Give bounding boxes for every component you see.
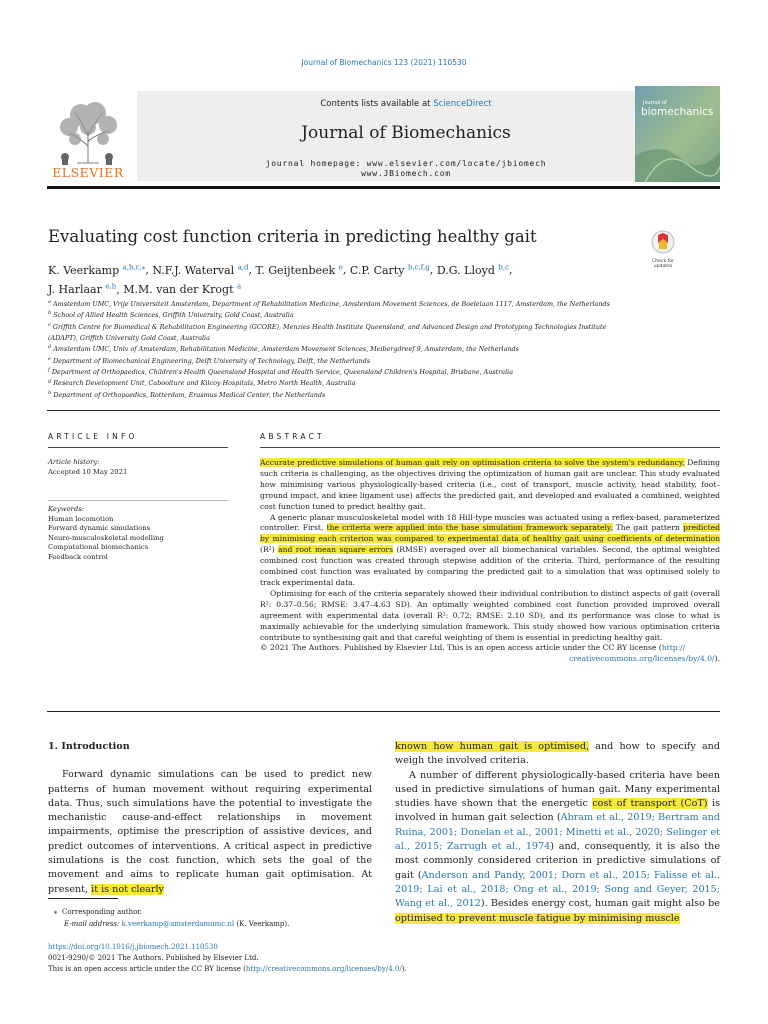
- crossmark-badge[interactable]: [648, 229, 678, 267]
- abstract-text: (RMSE) averaged over all biomechanical variables. Second, the optimal weighted combined cost function was created through stepwise addition of the criteria. Third, performance of the resulting combined cost function was evaluated by comparing the predicted gait to a simulation that was optimised solely to track experimental data.: [260, 545, 720, 587]
- journal-homepage[interactable]: [137, 159, 675, 179]
- keyword[interactable]: Forward dynamic simulations: [48, 524, 151, 533]
- license-link[interactable]: creativecommons.org/licenses/by/4.0/: [569, 654, 715, 664]
- highlighted-text[interactable]: the criteria were applied into the base simulation framework separately.: [326, 523, 613, 533]
- author-separator: ,: [116, 283, 124, 297]
- affiliation-mark: c: [48, 321, 51, 328]
- body-text: and how to specify and weigh the involved criteria.: [395, 741, 720, 767]
- article-info-rule: [48, 447, 228, 448]
- section-heading: 1. Introduction: [48, 741, 130, 752]
- elsevier-wordmark: ELSEVIER: [52, 165, 124, 180]
- author-name[interactable]: J. Harlaar: [48, 283, 102, 297]
- abstract-license-line: [260, 654, 720, 665]
- author[interactable]: [48, 264, 145, 277]
- body-text: ) and, consequently, it is also the most commonly considered criterion in predictive simulations of gait (: [395, 841, 720, 881]
- body-column-left: [48, 740, 372, 897]
- homepage-line-2[interactable]: www.JBiomech.com: [361, 169, 451, 178]
- author-separator: ,: [509, 263, 513, 277]
- author-affiliation-marks[interactable]: a: [237, 282, 242, 291]
- abstract-text: Optimising for each of the criteria separately showed their individual contribution to distinct aspects of gait (overall R²: 0.37–0.56; RMSE: 3.47–4.63 SD). An optimally weighted combined cost function provided improved overall agreement with experimental data (overall R²: 0.72; RMSE: 2.10 SD), and its performance was close to what is maximally achievable for the underlying simulation framework. This study showed how various optimisation criteria contribute to synthesising gait and that careful weighting of them is essential in predicting healthy gait.: [260, 588, 720, 642]
- body-column-right: [395, 740, 720, 926]
- body-text: Forward dynamic simulations can be used to predict new patterns of human movement without requiring experimental data. Thus, such simulations have the potential to investigate the mechanistic cause-and-effect relationships in movement impairments, optimise the prescription of assistive devices, and predict outcomes of interventions. A critical aspect in predictive simulations is the cost function, which sets the goal of the movement and aims to replicate human gait optimisation. At present,: [48, 769, 372, 895]
- highlighted-text[interactable]: it is not clearly: [91, 883, 164, 895]
- author[interactable]: [256, 264, 343, 277]
- open-access-end: ).: [401, 965, 407, 973]
- author-separator: ,: [429, 263, 437, 277]
- highlighted-text[interactable]: and root mean square errors: [278, 545, 393, 555]
- author-separator: ,: [248, 263, 256, 277]
- elsevier-logo[interactable]: [47, 91, 129, 183]
- affiliation: [48, 298, 720, 309]
- affiliation-mark: d: [48, 344, 52, 351]
- highlighted-text[interactable]: cost of transport (CoT): [592, 798, 708, 810]
- body-paragraph: [395, 769, 720, 926]
- author-name[interactable]: C.P. Carty: [349, 263, 405, 277]
- footnote-text: Corresponding author.: [61, 908, 143, 916]
- affiliation: [48, 389, 720, 400]
- journal-cover-thumbnail[interactable]: [635, 86, 720, 182]
- affiliation: [48, 366, 720, 377]
- email-note: [64, 920, 289, 928]
- keyword[interactable]: Neuro-musculoskeletal modelling: [48, 533, 164, 542]
- article-title: Evaluating cost function criteria in predicting healthy gait: [48, 227, 537, 246]
- footnote-rule: [48, 898, 118, 899]
- body-paragraph: [48, 768, 372, 897]
- abstract-paragraph-3: [260, 589, 720, 644]
- affiliation-text: Griffith Centre for Biomedical & Rehabilitation Engineering (GCORE), Menzies Health Institute Queensland, and Advanced Design and Prototyping Technologies Institute: [52, 322, 607, 331]
- issn-line: 0021-9290/© 2021 The Authors. Published by Elsevier Ltd.: [48, 954, 259, 962]
- keyword[interactable]: Feedback control: [48, 552, 108, 561]
- abstract-heading: ABSTRACT: [260, 432, 325, 441]
- copyright-text: © 2021 The Authors. Published by Elsevier Ltd. This is an open access article under the CC BY license (: [260, 643, 662, 653]
- running-head[interactable]: Journal of Biomechanics 123 (2021) 110530: [301, 58, 467, 67]
- affiliation: [48, 332, 720, 343]
- affiliation: [48, 321, 720, 332]
- affiliation-mark: b: [48, 310, 52, 317]
- affiliation-text: School of Allied Health Sciences, Griffith University, Gold Coast, Australia: [53, 311, 294, 320]
- contents-line: [137, 99, 675, 109]
- author-affiliation-marks[interactable]: b,c: [498, 263, 510, 271]
- abstract-text: The gait pattern: [612, 523, 684, 533]
- affiliation: [48, 355, 720, 366]
- author-affiliation-marks[interactable]: b,c,f,g: [407, 263, 430, 271]
- body-text: is involved in human gait selection (: [395, 798, 721, 824]
- author-name[interactable]: K. Veerkamp: [48, 263, 120, 277]
- affiliation-list: [48, 298, 720, 400]
- author-separator: ,: [342, 263, 350, 277]
- author-list: [48, 259, 638, 298]
- affiliation-mark: a: [48, 299, 51, 305]
- email-suffix: (K. Veerkamp).: [234, 920, 290, 928]
- body-paragraph: [395, 740, 720, 769]
- abstract-copyright: [260, 643, 720, 654]
- author[interactable]: [437, 264, 509, 277]
- crossmark-icon: [648, 229, 678, 255]
- abstract-paragraph-1: [260, 458, 720, 513]
- author-separator: ,: [145, 263, 153, 277]
- license-end: ).: [714, 654, 720, 664]
- article-info-heading: ARTICLE INFO: [48, 432, 138, 441]
- author-name[interactable]: M.M. van der Krogt: [123, 283, 234, 297]
- affiliation-mark: h: [48, 389, 52, 396]
- license-link[interactable]: http://: [661, 643, 686, 653]
- affiliation-text: Amsterdam UMC, Univ of Amsterdam, Rehabilitation Medicine, Amsterdam Movement Sciences, Meibergdreef 9, Amsterdam, the Netherlands: [53, 345, 519, 354]
- highlighted-text[interactable]: predicted by minimising each criterion was compared to experimental data of healthy gait using coefficients of determination: [260, 523, 721, 544]
- author[interactable]: [48, 283, 116, 296]
- citation-link[interactable]: Anderson and Pandy, 2001; Dorn et al., 2015; Falisse et al., 2019; Lai et al., 2018; Ong et al., 2019; Song and Geyer, 2015; Wang et al., 2012: [395, 869, 721, 910]
- affiliation-mark: g: [48, 378, 52, 385]
- affiliation-mark: f: [48, 366, 50, 373]
- author-affiliation-marks[interactable]: a,d: [237, 263, 249, 271]
- keywords-rule: [48, 500, 228, 501]
- author-name[interactable]: D.G. Lloyd: [436, 263, 495, 277]
- author[interactable]: [350, 264, 430, 277]
- highlighted-text[interactable]: Accurate predictive simulations of human gait rely on optimisation criteria to solve the system's redundancy.: [260, 458, 685, 467]
- email-link[interactable]: k.veerkamp@amsterdamumc.nl: [121, 920, 235, 928]
- open-access-line: [48, 964, 407, 975]
- author-name[interactable]: T. Geijtenbeek: [255, 263, 336, 277]
- sciencedirect-link[interactable]: ScienceDirect: [433, 99, 492, 109]
- masthead-rule: [47, 186, 720, 189]
- doi-link[interactable]: https://doi.org/10.1016/j.jbiomech.2021.110530: [48, 943, 218, 951]
- abstract-body: [260, 458, 720, 665]
- author-affiliation-marks[interactable]: e,h: [105, 282, 117, 291]
- affiliation-mark: e: [48, 355, 51, 362]
- divider: [47, 410, 720, 411]
- affiliation-text: Department of Orthopaedics, Children's Health Queensland Hospital and Health Service, Queensland Children's Hospital, Brisbane, Australia: [51, 368, 513, 377]
- affiliation-text: Department of Biomechanical Engineering, Delft University of Technology, Delft, the Netherlands: [53, 356, 371, 365]
- author-name[interactable]: N.F.J. Waterval: [152, 263, 235, 277]
- body-text: A number of different physiologically-based criteria have been used in predictive simulations of human gait. Many experimental studies have shown that the energetic: [395, 769, 720, 810]
- author[interactable]: [152, 264, 248, 277]
- history-label: Article history:: [48, 458, 100, 466]
- masthead-panel: [137, 91, 675, 181]
- affiliation-text: Amsterdam UMC, Vrije Universiteit Amsterdam, Department of Rehabilitation Medicine, Amsterdam Movement Sciences, de Boelelaan 1117, Amsterdam, the Netherlands: [53, 300, 610, 309]
- abstract-rule: [260, 447, 720, 448]
- affiliation-text: Department of Orthopaedics, Rotterdam, Erasmus Medical Center, the Netherlands: [53, 390, 326, 399]
- contents-prefix: Contents lists available at: [320, 99, 434, 109]
- author-affiliation-marks[interactable]: e: [338, 263, 343, 271]
- cover-text-small: Journal of: [643, 100, 667, 106]
- article-identifiers: [48, 942, 407, 975]
- homepage-line-1[interactable]: journal homepage: www.elsevier.com/locate/jbiomech: [265, 159, 547, 168]
- journal-masthead: [47, 86, 720, 184]
- affiliation: [48, 377, 720, 388]
- highlighted-text[interactable]: known how human gait is optimised,: [395, 741, 590, 752]
- keywords-label: Keywords:: [48, 505, 85, 513]
- body-text: ). Besides energy cost, human gait might also be: [480, 898, 720, 910]
- keyword[interactable]: Human locomotion: [48, 514, 114, 523]
- email-label: E-mail address:: [64, 920, 120, 928]
- affiliation: [48, 309, 720, 320]
- crossmark-line-1: Check for: [652, 259, 674, 264]
- journal-title: Journal of Biomechanics: [301, 123, 511, 143]
- citation-link[interactable]: Abram et al., 2019; Bertram and Ruina, 2001; Donelan et al., 2001; Minetti et al., 2020; Selinger et al., 2015; Zarrugh et al., 1974: [395, 812, 720, 853]
- history-value: Accepted 10 May 2021: [48, 467, 128, 476]
- abstract-paragraph-2: [260, 513, 720, 589]
- divider: [47, 711, 720, 712]
- highlighted-text[interactable]: optimised to prevent muscle fatigue by minimising muscle: [395, 912, 680, 924]
- crossmark-line-2: updates: [653, 264, 673, 269]
- author-affiliation-marks[interactable]: a,b,c,⁎: [122, 263, 146, 271]
- author[interactable]: [123, 283, 241, 296]
- affiliation-text: (ADAPT), Griffith University Gold Coast, Australia: [48, 334, 210, 343]
- footnote-mark: ⁎: [54, 908, 58, 916]
- affiliation: [48, 343, 720, 354]
- abstract-text: A generic planar musculoskeletal model with 18 Hill-type muscles was actuated using a reflex-based, parameterized controller. First,: [260, 512, 720, 533]
- open-access-text: This is an open access article under the CC BY license (: [48, 965, 246, 973]
- keyword[interactable]: Computational biomechanics: [48, 543, 149, 552]
- cover-text-big: biomechanics: [641, 106, 714, 118]
- keywords-block: [48, 505, 228, 563]
- affiliation-text: Research Development Unit, Caboolture and Kilcoy Hospitals, Metro North Health, Australia: [53, 379, 356, 388]
- license-link[interactable]: http://creativecommons.org/licenses/by/4.0/: [245, 965, 402, 973]
- article-history: [48, 458, 228, 477]
- corresponding-author-note: [54, 908, 142, 916]
- abstract-text: Defining such criteria is challenging, as the objectives driving the optimization of human gait are unclear. This study evaluated how minimising various physiologically-based criteria (i.e., cost of transport, muscle activity, head stability, foot–ground impact, and knee ligament use) affects the predicted gait, and developed and evaluated a combined, weighted cost function tuned to predict healthy gait.: [260, 458, 720, 511]
- abstract-text: (R²): [260, 545, 279, 555]
